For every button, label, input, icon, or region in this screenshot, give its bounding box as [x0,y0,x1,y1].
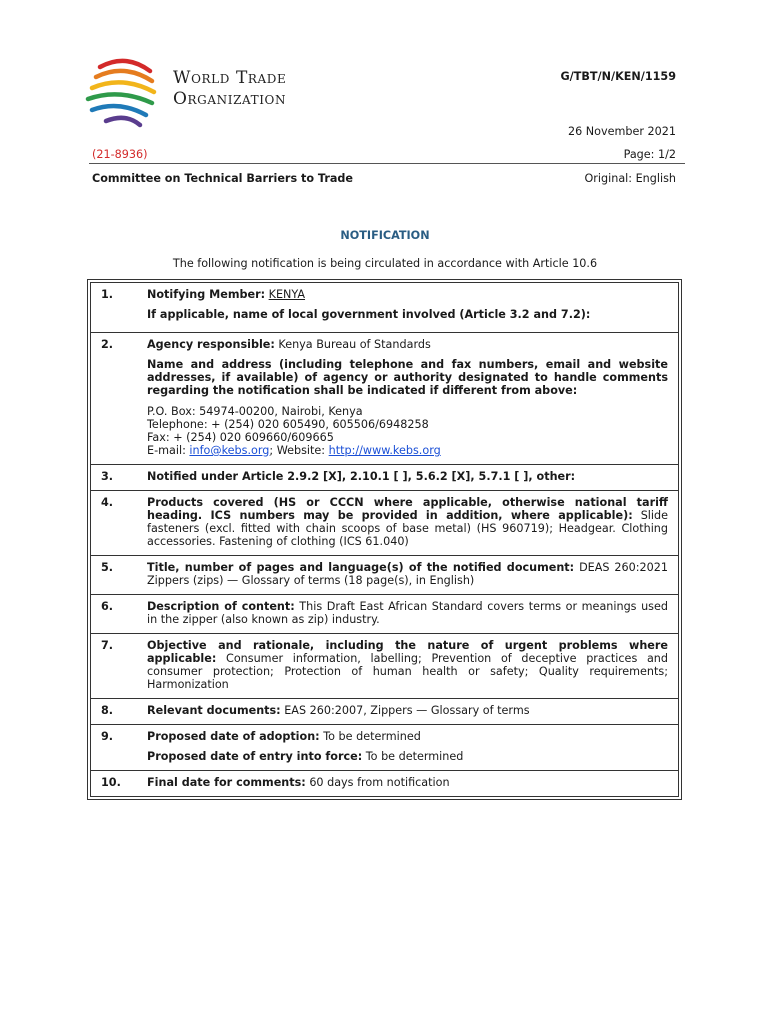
telephone: Telephone: + (254) 020 605490, 605506/6948258 [147,418,429,431]
item-sub-value: To be determined [365,750,464,763]
agency-address [147,405,668,457]
item-content [137,699,679,725]
item-content [137,595,679,634]
table-row [91,465,679,491]
item-number: 6. [91,595,138,634]
org-name-line2: Organization [173,89,287,109]
document-symbol: G/TBT/N/KEN/1159 [560,70,676,83]
org-name-line1: World Trade [173,68,287,88]
item-value: EAS 260:2007, Zippers — Glossary of terms [284,704,530,717]
page-indicator: Page: 1/2 [623,148,676,161]
item-number: 7. [91,634,138,699]
item-label: Description of content: [147,600,295,613]
item-sub-label: Name and address (including telephone and fax numbers, email and website addresses, if available) of agency or authority designated to handle comments regarding the notification shall be indicated if different from above: [147,358,668,397]
table-row [91,491,679,556]
fax: Fax: + (254) 020 609660/609665 [147,431,334,444]
table-row [91,283,679,333]
table-row [91,699,679,725]
item-content [137,634,679,699]
table-row [91,556,679,595]
header-divider [89,163,685,164]
item-value: 60 days from notification [309,776,450,789]
item-value: DEAS 260:2021 Zippers (zips) — Glossary of terms (18 page(s), in English) [147,561,669,587]
table-row [91,634,679,699]
table-row [91,595,679,634]
document-date: 26 November 2021 [567,125,676,138]
item-content [137,333,679,465]
table-row [91,333,679,465]
item-label: Notifying Member: [147,288,266,301]
item-label: Relevant documents: [147,704,281,717]
item-number: 2. [91,333,138,465]
email-label: E-mail: [147,444,186,457]
item-sub-label: Proposed date of entry into force: [147,750,363,763]
wto-wordmark [173,68,286,110]
committee-name: Committee on Technical Barriers to Trade [92,172,353,185]
table-row [91,725,679,771]
item-label: Agency responsible: [147,338,275,351]
item-label: Objective and rationale, including the nature of urgent problems where applicable: [147,639,668,665]
item-sub-label: If applicable, name of local government involved (Article 3.2 and 7.2): [147,308,591,321]
item-label: Products covered (HS or CCCN where applicable, otherwise national tariff heading. ICS numbers may be provided in addition, where applicable): [147,496,668,522]
item-number: 9. [91,725,138,771]
item-content [137,725,679,771]
item-value: Consumer information, labelling; Prevention of deceptive practices and consumer protection; Protection of human health or safety; Quality requirements; Harmonization [147,652,668,691]
item-value: Slide fasteners (excl. fitted with chain scoops of base metal) (HS 960719); Headgear. Clothing accessories. Fastening of clothing (ICS 61.040) [147,509,668,548]
item-label: Proposed date of adoption: [147,730,320,743]
original-language: Original: English [584,172,676,185]
item-value: This Draft East African Standard covers terms or meanings used in the zipper (also known as zip) industry. [147,600,668,626]
item-content [137,283,679,333]
item-content [137,491,679,556]
entry-into-force [147,750,668,763]
item-number: 8. [91,699,138,725]
item-value: Kenya Bureau of Standards [278,338,431,351]
item-content [137,556,679,595]
item-number: 3. [91,465,138,491]
item-number: 5. [91,556,138,595]
item-value: To be determined [323,730,421,743]
po-box: P.O. Box: 54974-00200, Nairobi, Kenya [147,405,363,418]
item-number: 10. [91,771,138,797]
notification-intro: The following notification is being circulated in accordance with Article 10.6 [172,257,598,270]
item-label: Final date for comments: [147,776,306,789]
email-link[interactable]: info@kebs.org [189,444,270,457]
reference-number: (21-8936) [92,148,148,161]
contact-line [147,444,668,457]
item-number: 4. [91,491,138,556]
notification-title: NOTIFICATION [340,229,430,242]
item-number: 1. [101,288,114,301]
website-label: ; Website: [269,444,326,457]
item-label: Notified under Article 2.9.2 [X], 2.10.1 [ ], 5.6.2 [X], 5.7.1 [ ], other: [137,465,679,491]
item-label: Title, number of pages and language(s) of the notified document: [147,561,575,574]
item-content [137,771,679,797]
notification-table [90,282,679,797]
website-link[interactable]: http://www.kebs.org [328,444,441,457]
table-row [91,771,679,797]
item-value: KENYA [268,288,306,301]
